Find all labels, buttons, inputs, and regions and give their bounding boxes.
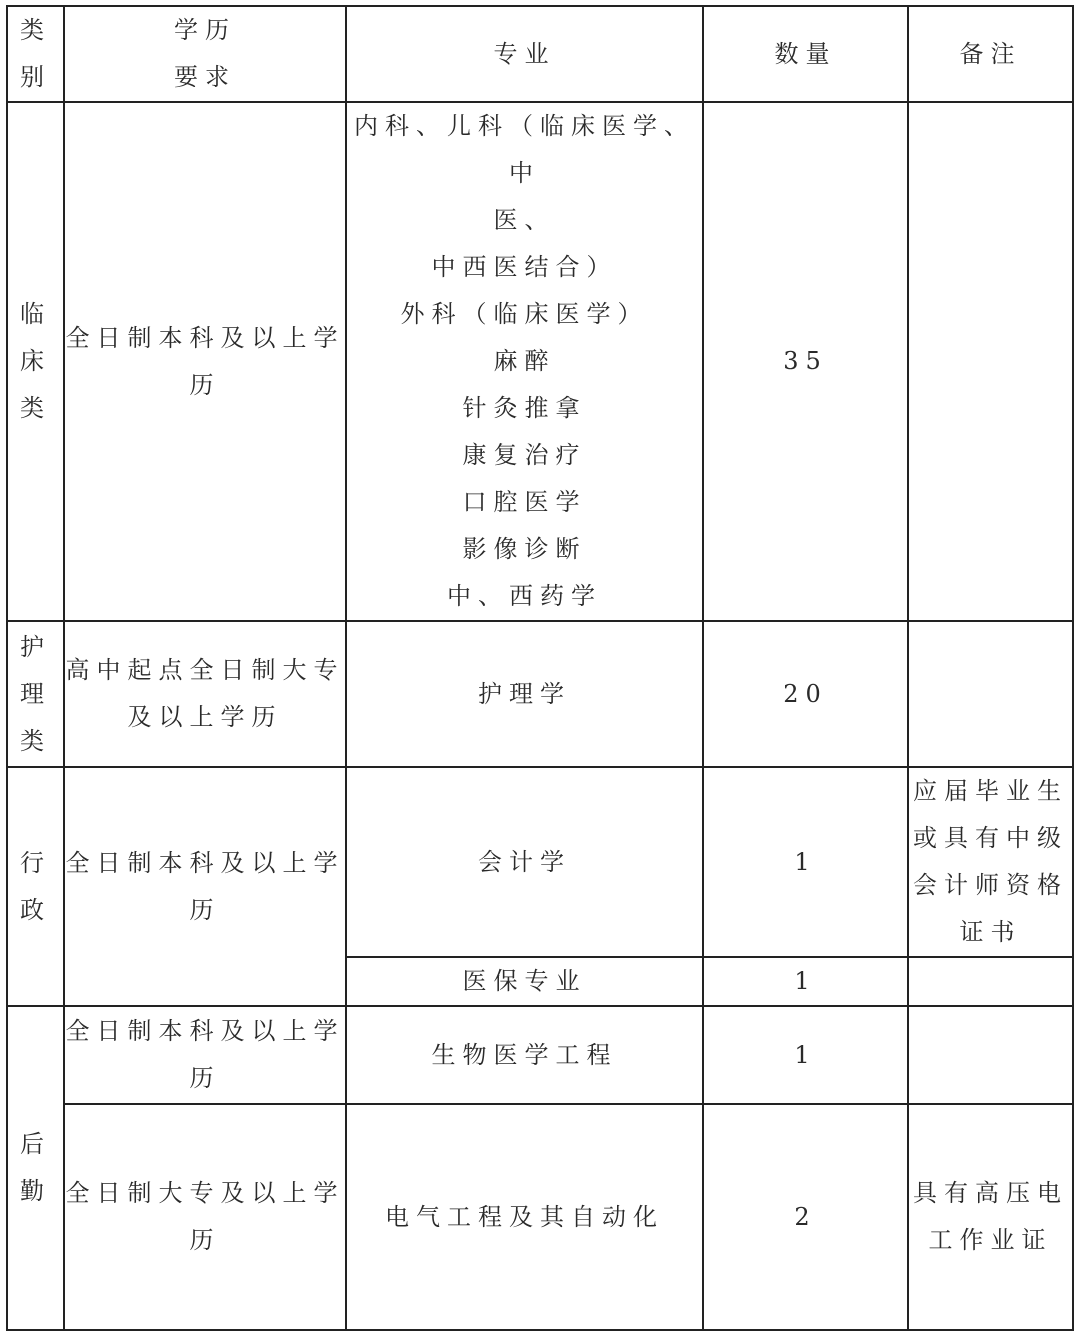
note-clinical	[908, 102, 1073, 621]
major-accounting: 会计学	[346, 767, 703, 957]
note-nursing	[908, 621, 1073, 767]
table-row-clinical	[7, 102, 1073, 621]
category-logistics: 后 勤	[7, 1006, 64, 1330]
table-row-logistics-biomed	[7, 1006, 1073, 1104]
education-admin: 全日制本科及以上学 历	[64, 767, 346, 1006]
header-category: 类 别	[7, 6, 64, 102]
major-insurance: 医保专业	[346, 957, 703, 1006]
count-clinical: 35	[703, 102, 908, 621]
count-electrical: 2	[703, 1104, 908, 1330]
note-electrical: 具有高压电 工作业证	[908, 1104, 1073, 1330]
table-row-logistics-electrical	[7, 1104, 1073, 1330]
majors-clinical: 内科、儿科（临床医学、中 医、 中西医结合） 外科（临床医学） 麻醉 针灸推拿 康复治疗 口腔医学 影像诊断 中、西药学	[346, 102, 703, 621]
header-count: 数量	[703, 6, 908, 102]
count-nursing: 20	[703, 621, 908, 767]
education-electrical: 全日制大专及以上学 历	[64, 1104, 346, 1330]
header-row	[7, 6, 1073, 102]
recruitment-table	[6, 5, 1074, 1331]
note-insurance	[908, 957, 1073, 1006]
table-row-admin-accounting	[7, 767, 1073, 957]
major-nursing: 护理学	[346, 621, 703, 767]
note-biomed	[908, 1006, 1073, 1104]
header-note: 备注	[908, 6, 1073, 102]
header-major: 专业	[346, 6, 703, 102]
education-clinical: 全日制本科及以上学 历	[64, 102, 346, 621]
education-nursing: 高中起点全日制大专 及以上学历	[64, 621, 346, 767]
note-accounting: 应届毕业生 或具有中级 会计师资格 证书	[908, 767, 1073, 957]
category-clinical: 临 床 类	[7, 102, 64, 621]
major-biomed: 生物医学工程	[346, 1006, 703, 1104]
education-biomed: 全日制本科及以上学 历	[64, 1006, 346, 1104]
category-admin: 行 政	[7, 767, 64, 1006]
major-electrical: 电气工程及其自动化	[346, 1104, 703, 1330]
count-insurance: 1	[703, 957, 908, 1006]
count-accounting: 1	[703, 767, 908, 957]
header-education: 学历 要求	[64, 6, 346, 102]
category-nursing: 护 理 类	[7, 621, 64, 767]
table-row-nursing	[7, 621, 1073, 767]
count-biomed: 1	[703, 1006, 908, 1104]
